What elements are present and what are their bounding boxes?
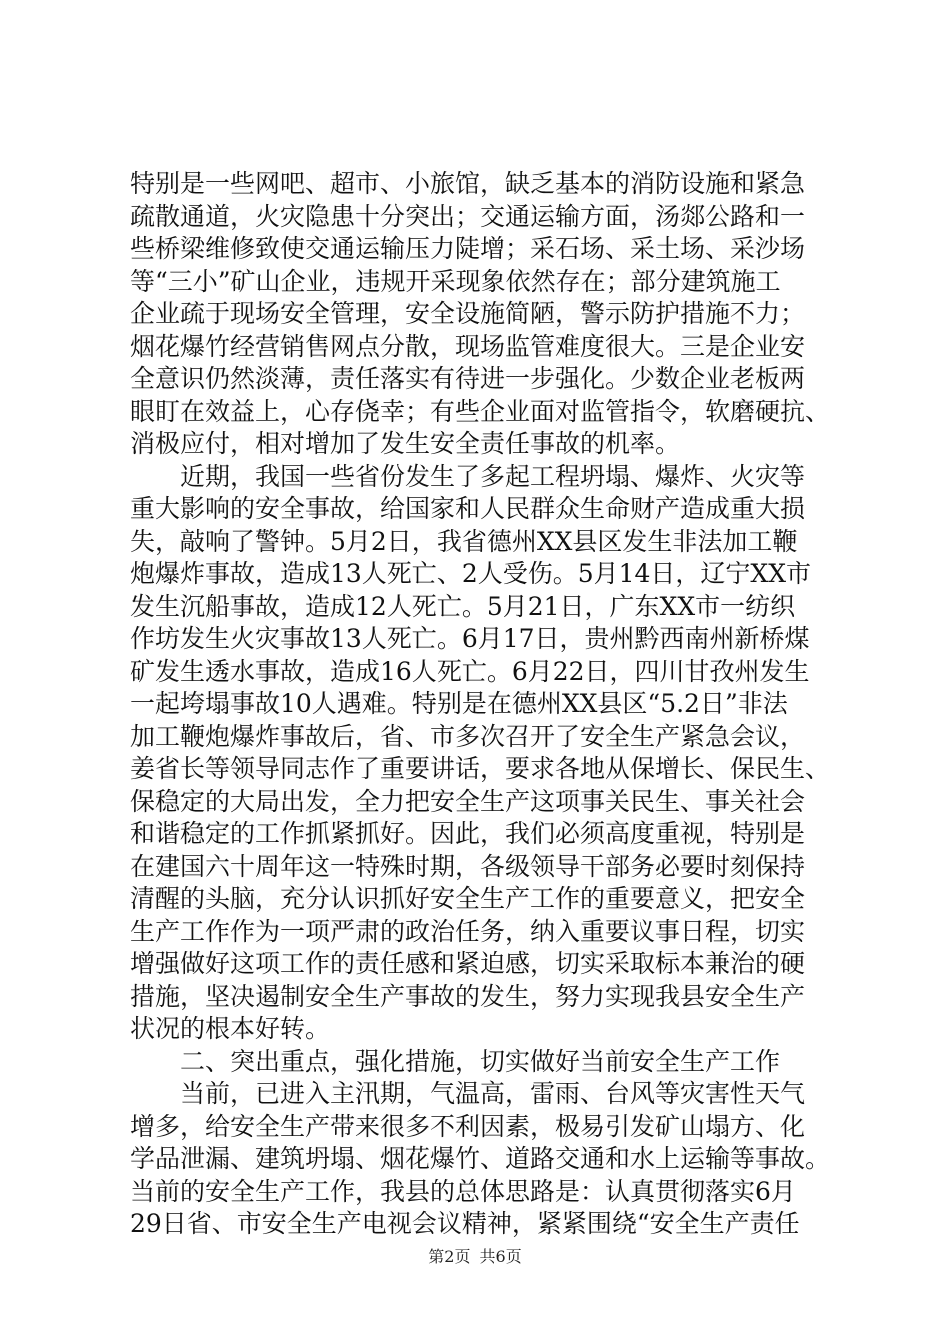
text-line: 全意识仍然淡薄，责任落实有待进一步强化。少数企业老板两	[130, 364, 806, 393]
text-line: 29日省、市安全生产电视会议精神，紧紧围绕“安全生产责任	[130, 1209, 800, 1238]
text-line: 状况的根本好转。	[130, 1014, 331, 1043]
text-line: 和谐稳定的工作抓紧抓好。因此，我们必须高度重视，特别是	[130, 819, 806, 848]
text-line: 眼盯在效益上，心存侥幸；有些企业面对监管指令，软磨硬抗、	[130, 396, 830, 426]
text-line: 二、突出重点，强化措施，切实做好当前安全生产工作	[180, 1046, 781, 1076]
text-line: 当前，已进入主汛期，气温高，雷雨、台风等灾害性天气	[180, 1079, 806, 1108]
text-line: 姜省长等领导同志作了重要讲话，要求各地从保增长、保民生、	[130, 754, 830, 783]
text-line: 一起垮塌事故10人遇难。特别是在德州XX县区“5.2日”非法	[130, 689, 788, 718]
text-line: 些桥梁维修致使交通运输压力陡增；采石场、采土场、采沙场	[130, 234, 806, 263]
text-line: 措施，坚决遏制安全生产事故的发生，努力实现我县安全生产	[130, 981, 806, 1011]
text-line: 当前的安全生产工作，我县的总体思路是：认真贯彻落实6月	[130, 1176, 796, 1206]
text-line: 近期，我国一些省份发生了多起工程坍塌、爆炸、火灾等	[180, 461, 806, 491]
text-line: 特别是一些网吧、超市、小旅馆，缺乏基本的消防设施和紧急	[130, 169, 806, 198]
page-total: 共6页	[479, 1247, 522, 1266]
text-line: 加工鞭炮爆炸事故后，省、市多次召开了安全生产紧急会议，	[130, 721, 806, 751]
text-line: 发生沉船事故，造成12人死亡。5月21日，广东XX市一纺织	[130, 591, 796, 621]
page-footer	[0, 1244, 950, 1267]
text-line: 烟花爆竹经营销售网点分散，现场监管难度很大。三是企业安	[130, 331, 806, 361]
text-line: 炮爆炸事故，造成13人死亡、2人受伤。5月14日，辽宁XX市	[130, 559, 812, 588]
page-number: 第2页	[428, 1247, 471, 1266]
text-line: 疏散通道，火灾隐患十分突出；交通运输方面，汤郯公路和一	[130, 201, 806, 231]
text-line: 学品泄漏、建筑坍塌、烟花爆竹、道路交通和水上运输等事故。	[130, 1144, 830, 1173]
text-line: 企业疏于现场安全管理，安全设施简陋，警示防护措施不力；	[130, 299, 806, 328]
text-line: 重大影响的安全事故，给国家和人民群众生命财产造成重大损	[130, 494, 806, 523]
text-line: 增多，给安全生产带来很多不利因素，极易引发矿山塌方、化	[130, 1111, 806, 1141]
text-line: 矿发生透水事故，造成16人死亡。6月22日，四川甘孜州发生	[130, 656, 810, 686]
text-line: 保稳定的大局出发，全力把安全生产这项事关民生、事关社会	[130, 786, 806, 816]
text-line: 作坊发生火灾事故13人死亡。6月17日，贵州黔西南州新桥煤	[130, 624, 810, 653]
text-line: 在建国六十周年这一特殊时期，各级领导干部务必要时刻保持	[130, 851, 806, 881]
text-line: 增强做好这项工作的责任感和紧迫感，切实采取标本兼治的硬	[130, 949, 806, 978]
text-line: 生产工作作为一项严肃的政治任务，纳入重要议事日程，切实	[130, 916, 806, 946]
document-body	[130, 168, 830, 1241]
text-line: 等“三小”矿山企业，违规开采现象依然存在；部分建筑施工	[130, 266, 781, 296]
text-line: 失，敲响了警钟。5月2日，我省德州XX县区发生非法加工鞭	[130, 526, 798, 556]
text-line: 清醒的头脑，充分认识抓好安全生产工作的重要意义，把安全	[130, 884, 806, 913]
text-line: 消极应付，相对增加了发生安全责任事故的机率。	[130, 429, 681, 458]
